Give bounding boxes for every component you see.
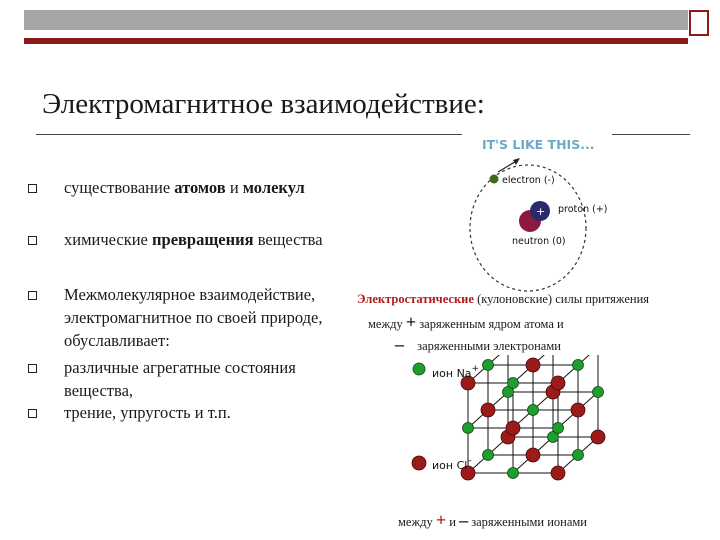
caption-and: и <box>446 515 460 529</box>
legend-na-ball <box>413 363 425 375</box>
cl-ion <box>506 421 520 435</box>
na-ion <box>483 360 494 371</box>
na-label-text: ион Na <box>432 367 472 380</box>
electrostatic-term: Электростатические <box>357 292 474 306</box>
na-ion <box>508 378 519 389</box>
slide-title: Электромагнитное взаимодействие: <box>42 88 485 120</box>
cl-ion <box>551 376 565 390</box>
cl-charge: – <box>467 456 472 466</box>
bullet-marker <box>28 236 37 245</box>
ions-caption <box>398 510 587 531</box>
between-nucleus-line <box>368 312 564 333</box>
nucleus-text: заряженным ядром атома и <box>416 317 564 331</box>
bullet-text: химические <box>64 230 153 249</box>
electrostatic-rest: (кулоновские) силы притяжения <box>473 292 650 306</box>
bullet-friction <box>64 401 231 424</box>
na-ion <box>463 423 474 434</box>
bullet-line: электромагнитное по своей природе, <box>64 308 323 327</box>
cl-ion <box>571 403 585 417</box>
nacl-lattice <box>398 355 628 505</box>
caption-minus: – <box>459 510 469 530</box>
header-grey-band <box>24 10 688 30</box>
slide-header-bar <box>24 10 712 40</box>
electrons-text: заряженными электронами <box>417 339 561 353</box>
bullet-intermolecular <box>64 283 322 352</box>
title-underline-left <box>36 134 462 135</box>
electrons-line <box>395 334 561 355</box>
bullet-marker <box>28 409 37 418</box>
bullet-atoms-molecules <box>64 176 305 199</box>
na-ion <box>508 468 519 479</box>
na-ion <box>593 387 604 398</box>
cl-ion <box>591 430 605 444</box>
bullet-bold-transformations: превращения <box>152 230 254 249</box>
na-charge: + <box>471 364 480 374</box>
legend-cl-label <box>432 456 472 472</box>
caption-plus: + <box>435 510 447 530</box>
title-underline-right <box>612 134 690 135</box>
legend-cl-ball <box>412 456 426 470</box>
header-square <box>689 10 709 36</box>
na-ion <box>528 405 539 416</box>
na-ion <box>483 450 494 461</box>
orbit-arrowhead <box>513 158 520 165</box>
bullet-chemical-transformations <box>64 228 323 251</box>
neutron-label: neutron (0) <box>512 236 566 247</box>
cl-ion <box>551 466 565 480</box>
plus-sign: + <box>405 312 417 332</box>
atom-illustration <box>460 132 620 292</box>
bullet-text: вещества <box>253 230 323 249</box>
cl-ion <box>526 448 540 462</box>
bullet-text: и <box>225 178 243 197</box>
na-ion <box>573 360 584 371</box>
bullet-aggregate-states <box>64 356 296 402</box>
atom-banner: IT'S LIKE THIS... <box>482 137 595 152</box>
header-red-band <box>24 38 688 44</box>
bullet-bold-molecules: молекул <box>242 178 305 197</box>
bullet-line: трение, упругость и т.п. <box>64 403 231 422</box>
electron-label: electron (-) <box>502 175 555 186</box>
electron-dot <box>490 175 499 184</box>
caption-ions: заряженными ионами <box>468 515 587 529</box>
bullet-line: Межмолекулярное взаимодействие, <box>64 285 316 304</box>
proton-sign: + <box>536 205 546 218</box>
bullet-marker <box>28 184 37 193</box>
proton-label: proton (+) <box>558 204 608 215</box>
electrostatic-forces-line <box>357 292 649 307</box>
bullet-line: обуславливает: <box>64 331 170 350</box>
cl-label-text: ион Cl <box>432 459 468 472</box>
na-ion <box>553 423 564 434</box>
cl-ion <box>481 403 495 417</box>
bullet-line: вещества, <box>64 381 134 400</box>
bullet-line: различные агрегатные состояния <box>64 358 296 377</box>
bullet-text: существование <box>64 178 175 197</box>
cl-ion <box>526 358 540 372</box>
between-word: между <box>368 317 403 331</box>
minus-sign: – <box>395 334 404 354</box>
bullet-marker <box>28 364 37 373</box>
bullet-bold-atoms: атомов <box>174 178 226 197</box>
bullet-marker <box>28 291 37 300</box>
na-ion <box>573 450 584 461</box>
caption-between: между <box>398 515 436 529</box>
